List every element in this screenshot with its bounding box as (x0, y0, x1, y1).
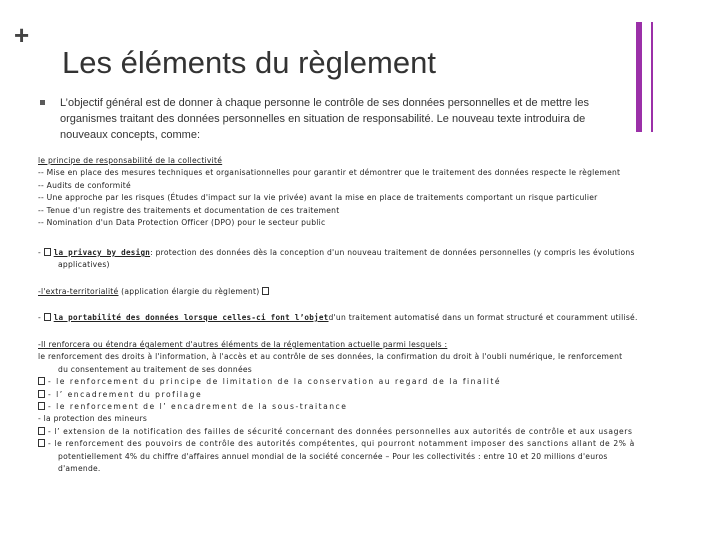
bullet-square (40, 100, 45, 105)
list-item: -- Mise en place des mesures techniques et organisationnelles pour garantir et démontrer que le traitement des données respecte le règlement (38, 168, 621, 178)
missing-glyph-icon (38, 427, 45, 435)
reinforcement-block (38, 339, 663, 475)
privacy-by-design-block (38, 247, 663, 272)
portability-text: d'un traitement automatisé dans un format structuré et couramment utilisé. (328, 313, 638, 322)
responsibility-heading: le principe de responsabilité de la collectivité (38, 156, 223, 165)
list-item: d'amende. (58, 463, 101, 473)
missing-glyph-icon (44, 313, 51, 321)
intro-text: L’objectif général est de donner à chaque personne le contrôle de ses données personnelles et de mettre les organismes traitant des données personnelles en situation de responsabilité. Le nouveau texte introduira de nouveaux concepts, comme: (60, 97, 589, 141)
slide-title: Les éléments du règlement (62, 45, 436, 80)
missing-glyph-icon (38, 439, 45, 447)
privacy-continuation: applicatives) (58, 260, 110, 270)
list-item: du consentement au traitement de ses données (58, 364, 253, 374)
privacy-term: la privacy by design (53, 248, 151, 257)
list-item: -- Nomination d'un Data Protection Officer (DPO) pour le secteur public (38, 217, 326, 227)
extraterritoriality-text: (application élargie du règlement) (118, 287, 260, 296)
extraterritoriality-block (38, 286, 663, 298)
accent-bar-thin (651, 22, 653, 132)
list-item: -- Tenue d'un registre des traitements et documentation de ces traitement (38, 205, 340, 215)
privacy-text: : protection des données dès la conception d'un nouveau traitement de données personnelles (y compris les évolutions (150, 248, 635, 257)
privacy-prefix: - (38, 248, 44, 257)
portability-prefix: - (38, 313, 44, 322)
missing-glyph-icon (38, 402, 45, 410)
accent-bar-thick (636, 22, 642, 132)
list-item: - le renforcement du principe de limitation de la conservation au regard de la finalité (38, 376, 663, 388)
list-item: - le renforcement des pouvoirs de contrôle des autorités compétentes, qui pourront notamment imposer des sanctions allant de 2% à (38, 438, 663, 450)
list-item: - la protection des mineurs (38, 414, 148, 424)
missing-glyph-icon (38, 377, 45, 385)
privacy-line (38, 247, 663, 259)
reinforcement-heading: -Il renforcera ou étendra également d'autres éléments de la réglementation actuelle parmi lesquels : (38, 340, 448, 349)
portability-term: la portabilité des données lorsque celles-ci font l’objet (53, 313, 329, 322)
portability-block (38, 312, 663, 324)
plus-mark: + (14, 20, 30, 50)
extraterritoriality-term: -l'extra-territorialité (38, 287, 119, 296)
list-item: potentiellement 4% du chiffre d'affaires annuel mondial de la société concernée – Pour les collectivités : entre 10 et 20 millions d'euros (58, 451, 608, 461)
missing-glyph-icon (38, 390, 45, 398)
missing-glyph-icon (44, 248, 51, 256)
list-item: -- Une approche par les risques (Études d'impact sur la vie privée) avant la mise en place de traitements comportant un risque particulier (38, 193, 598, 203)
list-item: -- Audits de conformité (38, 180, 131, 190)
intro-bullet (40, 95, 600, 143)
responsibility-block (38, 155, 663, 229)
list-item: - le renforcement de l’ encadrement de la sous-traitance (38, 401, 663, 413)
list-item: le renforcement des droits à l'information, à l'accès et au contrôle de ses données, la confirmation du droit à l'oubli numérique, le renforcement (38, 352, 623, 362)
missing-glyph-icon (262, 287, 269, 295)
list-item: - l’ encadrement du profilage (38, 389, 663, 401)
list-item: - l’ extension de la notification des failles de sécurité concernant des données personnelles aux autorités de contrôle et aux usagers (38, 426, 663, 438)
